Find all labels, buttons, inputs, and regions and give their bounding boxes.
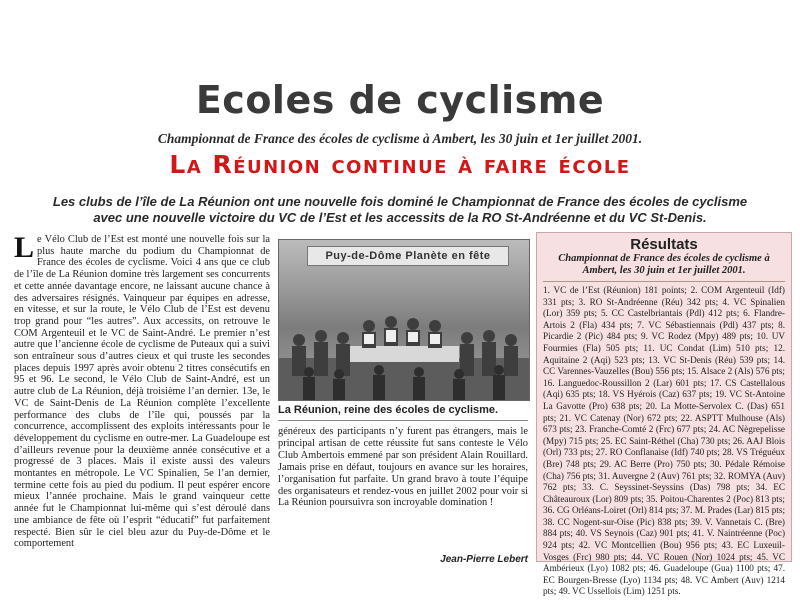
author-signature: Jean-Pierre Lebert — [440, 554, 528, 565]
crowd-silhouette — [279, 288, 529, 400]
lead-paragraph: Les clubs de l’île de La Réunion ont une nouvelle fois dominé le Championnat de France des écoles de cyclisme avec une nouvelle victoire du VC de l’Est et les accessits de la RO St-Andréenne et du VC St-Denis. — [52, 194, 748, 225]
article-column-mid: généreux des participants n’y furent pas étrangers, mais le principal artisan de cette réussite fut sans conteste le Vélo Club Ambertois emmené par son président Alain Rouillard. Jamais prise en défaut, toujours en avance sur les horaires, l’organisation fut parfaite. Un grand bravo à toute l’équipe des organisateurs et rendez-vous en juillet 2002 pour voir si La Réunion poursuivra son incroyable domination ! — [278, 426, 528, 509]
caption-divider — [278, 420, 528, 421]
results-box — [536, 232, 792, 597]
photo-caption: La Réunion, reine des écoles de cyclisme. — [278, 404, 499, 416]
results-list: 1. VC de l’Est (Réunion) 181 points; 2. COM Argenteuil (Idf) 331 pts; 3. RO St-Andréenne (Réu) 342 pts; 4. VC Spinalien (Lor) 359 pts; 5. CC Castelbriantais (Pdl) 412 pts; 6. Flandre-Artois 2 (Fla) 434 pts; 7. VC Sébastiennais (Pdl) 437 pts; 8. Picardie 2 (Pic) 484 pts; 9. VC Rodez (Mpy) 489 pts; 10. UV Fourmies (Fla) 505 pts; 11. UC Condat (Lim) 510 pts; 12. Aquitaine 2 (Aqi) 523 pts; 13. VC St-Denis (Réu) 539 pts; 14. CC Varennes-Vauzelles (Bou) 556 pts; 15. Alsace 2 (Als) 576 pts; 16. Languedoc-Roussillon 2 (Lar) 601 pts; 17. CS Castellalous (Aqi) 635 pts; 18. VS Hyérois (Caz) 637 pts; 19. VC St-Antoine La Gavotte (Pro) 638 pts; 20. La Motte-Servolex C. (Das) 651 pts; 21. VC Catenay (Nor) 672 pts; 22. ASPTT Mulhouse (Als) 673 pts; 23. Franche-Comté 2 (Frc) 677 pts; 24. AC Nègrepelisse (Mpy) 715 pts; 25. EC Saint-Réthel (Cha) 730 pts; 26. AAJ Blois (Orl) 733 pts; 27. RO Conflanaise (Idf) 740 pts; 28. VS Tréguéux (Bre) 748 pts; 29. AC Berre (Pro) 750 pts; 30. Pédale Rémoise (Cha) 756 pts; 31. Auvergne 2 (Auv) 761 pts; 32. ROMYA (Auv) 762 pts; 33. C. Seyssinet-Seyssins (Das) 798 pts; 34. EC Châteauroux (Lor) 809 pts; 35. Poitou-Charentes 2 (Poc) 813 pts; 36. CG Orléans-Loiret (Orl) 814 pts; 37. M. Prades (Lar) 815 pts; 38. CC Nogent-sur-Oise (Pic) 838 pts; 39. V. Vannetais C. (Bre) 884 pts; 40. VS Seynois (Caz) 901 pts; 41. V. Naintréenne (Poc) 924 pts; 42. VC Montcellien (Bou) 956 pts; 43. EC Luxeuil-Vosges (Frc) 980 pts; 44. VC Rouen (Nor) 1024 pts; 45. VC Ambérieux (Lyo) 1082 pts; 46. Guadeloupe (Gua) 1100 pts; 47. EC Bourgen-Bresse (Lyo) 1134 pts; 48. VC Ambert (Auv) 1214 pts; 49. VC Ussellois (Lim) 1251 pts. — [543, 285, 785, 597]
headline: La Réunion continue à faire école — [169, 150, 631, 179]
photo-banner: Puy-de-Dôme Planète en fête — [307, 246, 509, 266]
results-subtitle: Championnat de France des écoles de cyclisme à Ambert, les 30 juin et 1er juillet 2001. — [558, 253, 770, 276]
drop-cap: L — [14, 231, 35, 264]
results-divider — [543, 281, 785, 282]
page-title: Ecoles de cyclisme — [195, 78, 605, 122]
results-title: Résultats — [630, 236, 698, 253]
podium-photo — [278, 239, 530, 401]
event-subtitle: Championnat de France des écoles de cyclisme à Ambert, les 30 juin et 1er juillet 2001. — [157, 131, 643, 146]
article-column-left — [14, 231, 270, 562]
article-text-left: e Vélo Club de l’Est est monté une nouvelle fois sur la plus haute marche du podium du Championnat de France des écoles de cyclisme. Voici 4 ans que ce club de l’île de La Réunion domine très largement ses concurrents et cette année davantage encore, ne laissant aucune chance à des adversaires résignés. Vainqueur par équipes en adresse, en vitesse, et sur la route, le Vélo Club de l’Est est devenu trop grand pour “les autres”. Aux accessits, on retrouve le COM Argenteuil et le VC de Saint-André. Le premier n’est autre que l’ancienne école de cyclisme de Puteaux qui a suivi son entraîneur sous d’autres cieux et qui truste les secondes places depuis 1997 après avoir obtenu 2 titres consécutifs en 95 et 96. Le second, le Vélo Club de Saint-André, est un autre club de La Réunion, déjà troisième l’an dernier. 13e, le VC de Saint-Denis de La Réunion complète l’excellente performance des clubs de l’île qui, poussés par la concurrence, accomplissent des exploits intéressants pour le développement du cyclisme en outre-mer. La Guadeloupe est d’ailleurs revenue pour la deuxième année consécutive et a progressé de 3 places. Mais il existe aussi des valeurs montantes en métropole. Le VC Spinalien, 5e l’an dernier, termine cette fois au pied du podium. Il peut espérer encore mieux l’année prochaine. Mais le grand vainqueur cette année fut le Championnat lui-même qui s’est déroulé dans une ambiance de fête où l’esprit “éducatif” fut parfaitement respecté. Bien sûr le ciel bleu azur du Puy-de-Dôme et le comportement — [14, 234, 270, 550]
